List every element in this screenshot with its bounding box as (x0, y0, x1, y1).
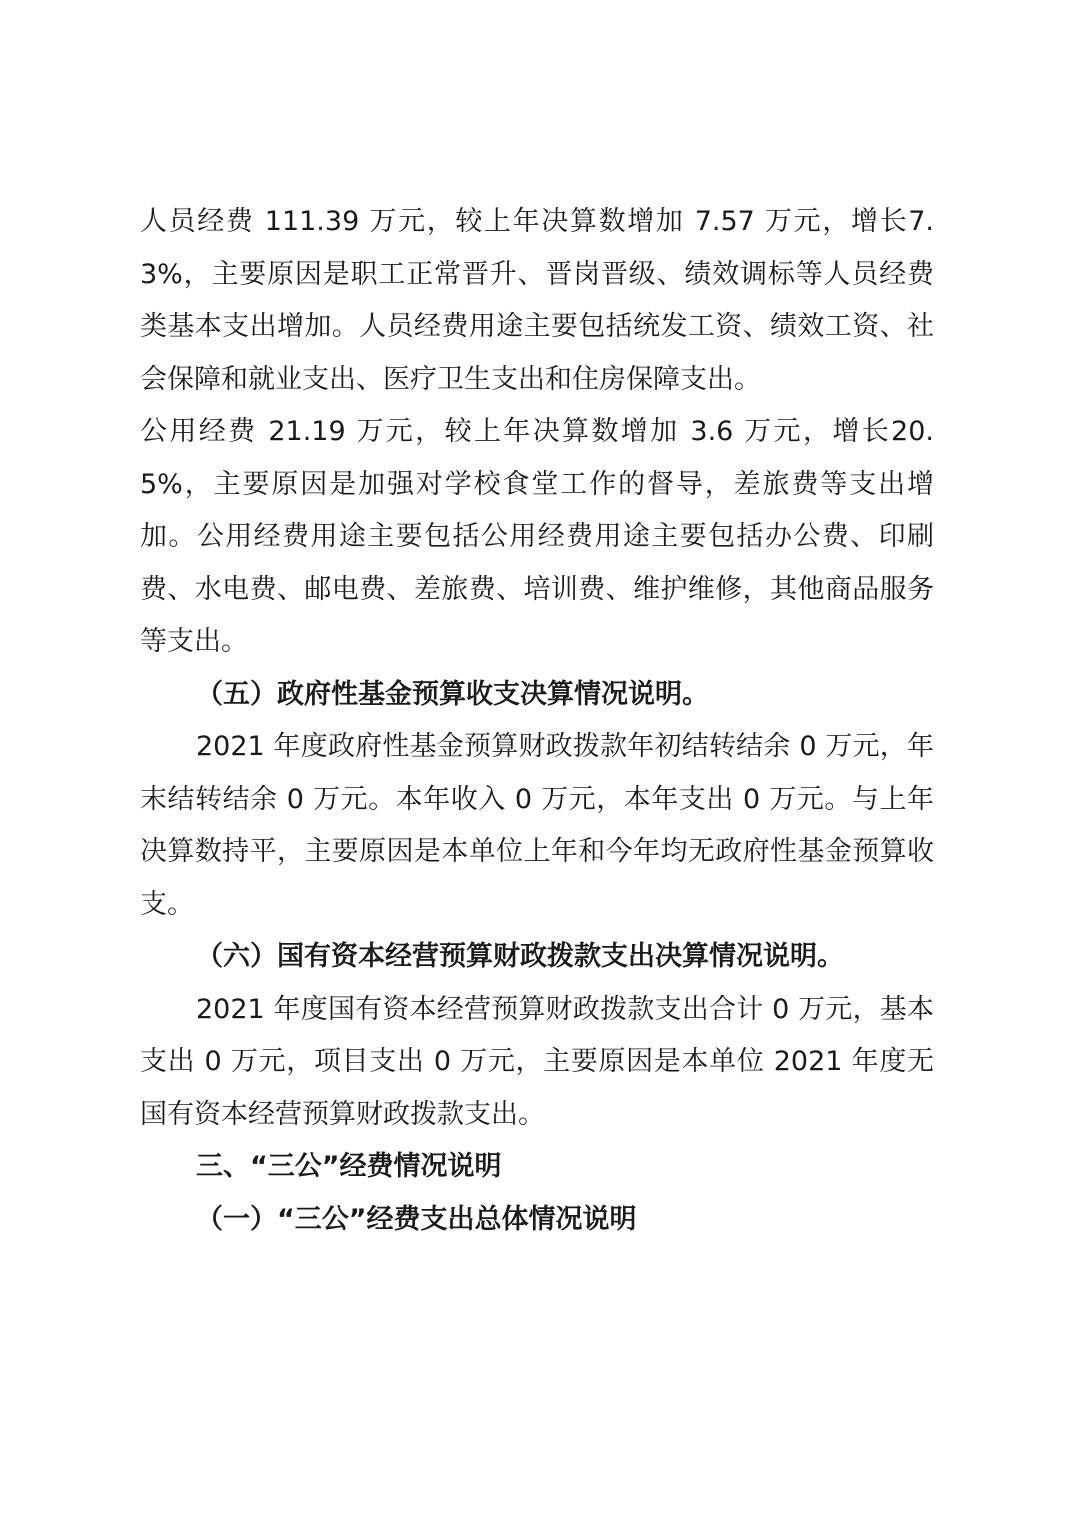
paragraph-state-capital-budget: 2021 年度国有资本经营预算财政拨款支出合计 0 万元，基本支出 0 万元，项目支出 0 万元，主要原因是本单位 2021 年度无国有资本经营预算财政拨款支出。 (140, 993, 934, 1130)
paragraph-personnel-expenses: 人员经费 111.39 万元，较上年决算数增加 7.57 万元，增长7.3%，主要原因是职工正常晋升、晋岗晋级、绩效调标等人员经费类基本支出增加。人员经费用途主要包括统发工资、绩效工资、社会保障和就业支出、医疗卫生支出和住房保障支出。 (140, 206, 934, 395)
document-page (140, 196, 934, 1246)
heading-three-public-overall: （一）“三公”经费支出总体情况说明 (196, 1203, 637, 1235)
paragraph-government-fund-budget: 2021 年度政府性基金预算财政拨款年初结转结余 0 万元，年末结转结余 0 万元。本年收入 0 万元，本年支出 0 万元。与上年决算数持平，主要原因是本单位上年和今年均无政府性基金预算收支。 (140, 731, 934, 920)
heading-government-fund-budget: （五）政府性基金预算收支决算情况说明。 (196, 678, 709, 710)
heading-three-public-expenses: 三、“三公”经费情况说明 (196, 1151, 502, 1182)
heading-state-capital-budget: （六）国有资本经营预算财政拨款支出决算情况说明。 (196, 941, 844, 972)
paragraph-public-expenses: 公用经费 21.19 万元，较上年决算数增加 3.6 万元，增长20.5%，主要原因是加强对学校食堂工作的督导，差旅费等支出增加。公用经费用途主要包括公用经费用途主要包括办公费、印刷费、水电费、邮电费、差旅费、培训费、维护维修，其他商品服务等支出。 (140, 416, 934, 657)
